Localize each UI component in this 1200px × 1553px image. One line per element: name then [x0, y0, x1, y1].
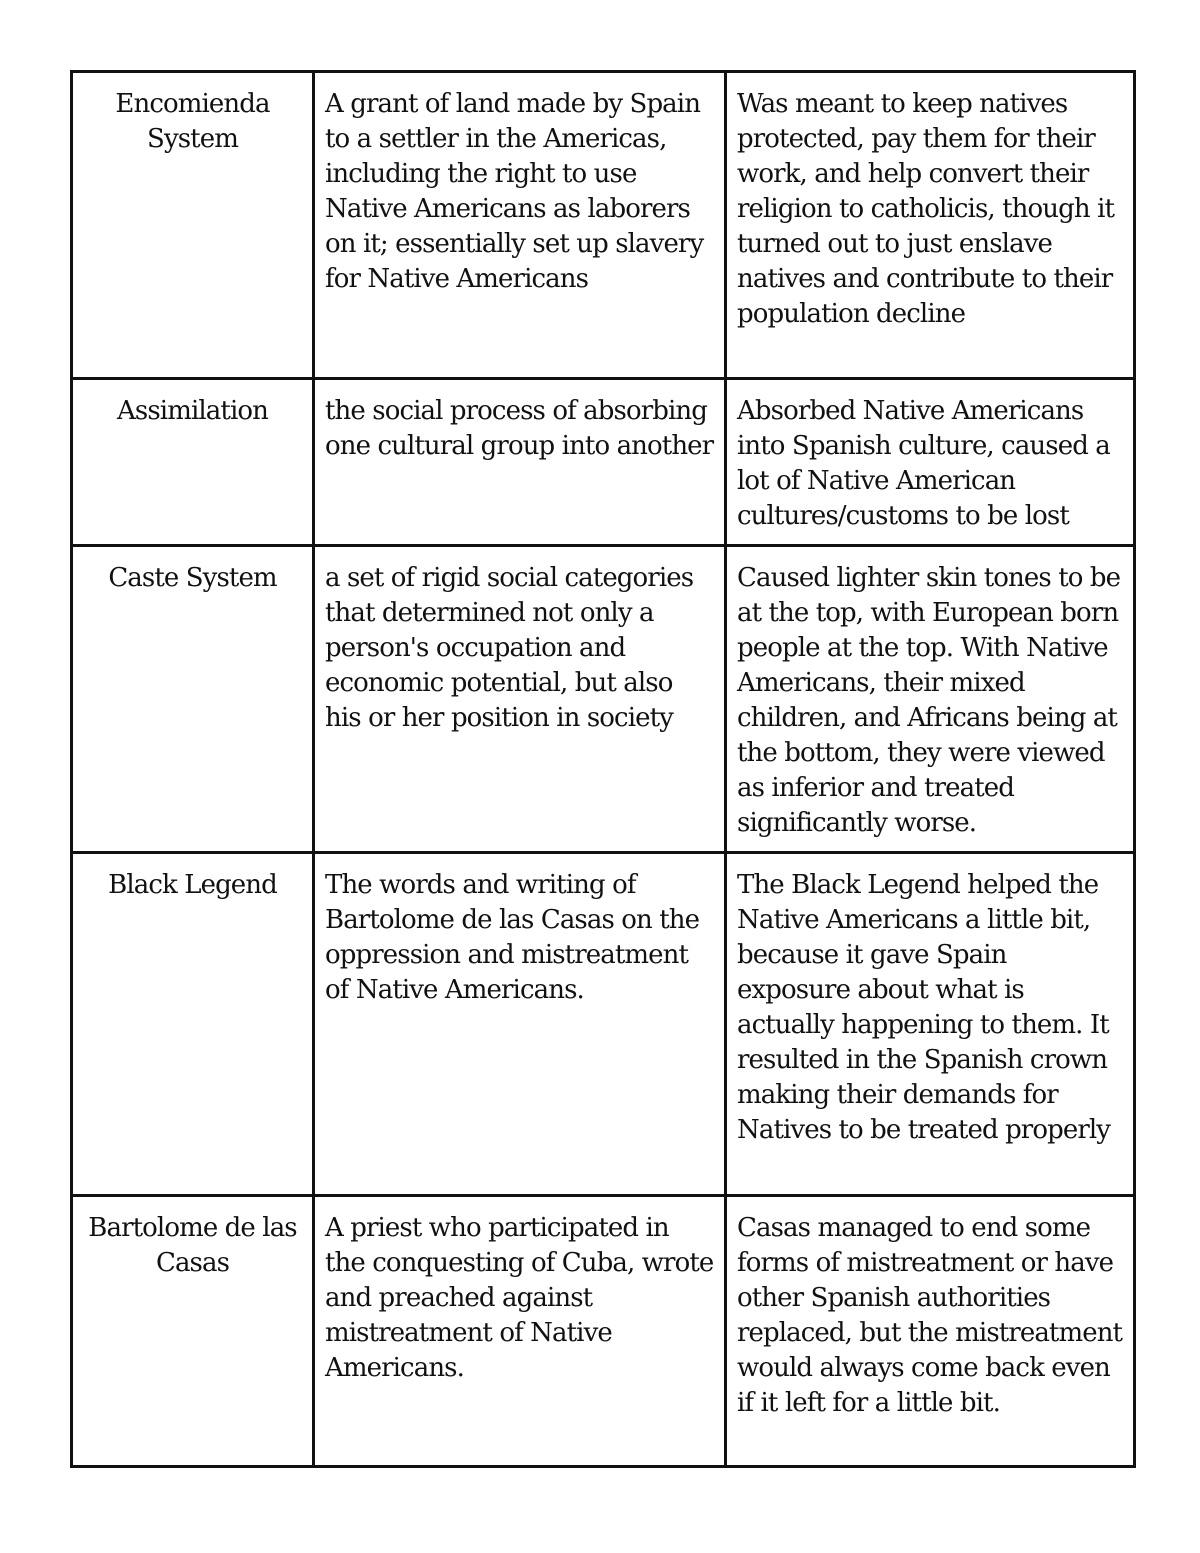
table-row [72, 1196, 1135, 1467]
definition-cell: a set of rigid social categories that determined not only a person's occupation and economic potential, but also his or her position in society [314, 546, 726, 853]
table-row [72, 853, 1135, 1196]
vocabulary-table [70, 70, 1136, 1468]
impact-cell: Absorbed Native Americans into Spanish culture, caused a lot of Native American cultures/customs to be lost [726, 379, 1135, 546]
table-row [72, 546, 1135, 853]
table-row [72, 379, 1135, 546]
impact-cell: Was meant to keep natives protected, pay them for their work, and help convert their religion to catholicis, though it turned out to just enslave natives and contribute to their population decline [726, 72, 1135, 379]
table-row [72, 72, 1135, 379]
impact-cell: Casas managed to end some forms of mistreatment or have other Spanish authorities replaced, but the mistreatment would always come back even if it left for a little bit. [726, 1196, 1135, 1467]
term-cell: Caste System [72, 546, 314, 853]
impact-cell: The Black Legend helped the Native Americans a little bit, because it gave Spain exposure about what is actually happening to them. It resulted in the Spanish crown making their demands for Natives to be treated properly [726, 853, 1135, 1196]
definition-cell: A grant of land made by Spain to a settler in the Americas, including the right to use Native Americans as laborers on it; essentially set up slavery for Native Americans [314, 72, 726, 379]
definition-cell: the social process of absorbing one cultural group into another [314, 379, 726, 546]
term-cell: Bartolome de las Casas [72, 1196, 314, 1467]
definition-cell: The words and writing of Bartolome de las Casas on the oppression and mistreatment of Native Americans. [314, 853, 726, 1196]
term-cell: Black Legend [72, 853, 314, 1196]
definition-cell: A priest who participated in the conquesting of Cuba, wrote and preached against mistreatment of Native Americans. [314, 1196, 726, 1467]
term-cell: Assimilation [72, 379, 314, 546]
term-cell: Encomienda System [72, 72, 314, 379]
impact-cell: Caused lighter skin tones to be at the top, with European born people at the top. With Native Americans, their mixed children, and Africans being at the bottom, they were viewed as inferior and treated significantly worse. [726, 546, 1135, 853]
